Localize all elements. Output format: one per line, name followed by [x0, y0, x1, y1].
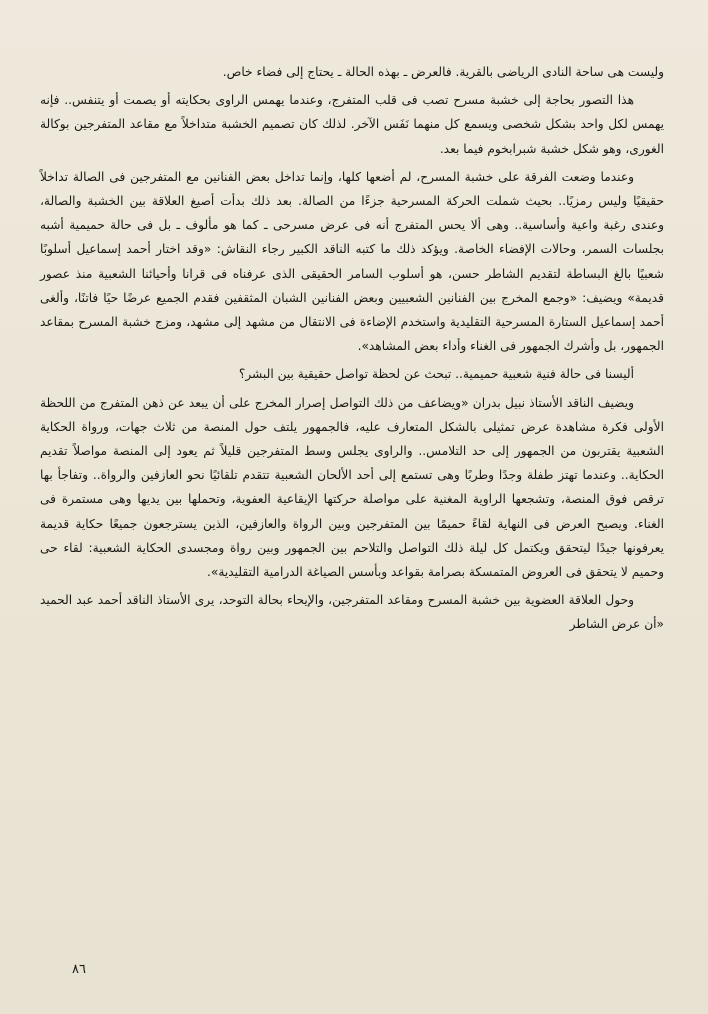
- page-number: ٨٦: [72, 962, 86, 977]
- body-text: [40, 60, 664, 641]
- paragraph: أليسنا فى حالة فنية شعبية حميمية.. تبحث عن لحظة تواصل حقيقية بين البشر؟: [238, 367, 634, 382]
- paragraph: وليست هى ساحة النادى الرياضى بالقرية. فالعرض ـ بهذه الحالة ـ يحتاج إلى فضاء خاص.: [222, 65, 664, 79]
- paragraph: ويضيف الناقد الأستاذ نبيل بدران «ويضاعف من ذلك التواصل إصرار المخرج على أن يبعد عن ذهن المتفرج من اللحظة الأولى فكرة مشاهدة عرض تمثيلى بالشكل المتعارف عليه، فالجمهور يلتف حول المنصة من ثلاث جهات، ورواة الحكاية الشعبية يقتربون من الجمهور إلى حد التلامس.. والراوى يجلس وسط المتفرجين قليلاً ثم يعود إلى المنصة مواصلاً تقديم الحكاية.. وعندما تهتز طفلة وجدًا وطربًا وهى تستمع إلى أحد الألحان الشعبية تتقدم تلقائيًا نحو العازفين والرواة.. وتفاجأ بها ترقص فوق المنصة، وتشجعها الراوية المغنية على مواصلة حركتها الإيقاعية العفوية، وتحملها بين يديها وهى مستمرة فى الغناء. ويصبح العرض فى النهاية لقاءً حميمًا بين المتفرجين وبين الرواة والعازفين، الذين يسترجعون جميعًا حكاية قديمة يعرفونها جيدًا ليتحقق ويكتمل كل ليلة ذلك التواصل والتلاحم بين الجمهور وبين رواة ومجسدى الحكاية الشعبية: لقاء حى وحميم لا يتحقق فى العروض المتمسكة بصرامة بقواعد وبأسس الصياغة الدرامية التقليدية».: [40, 395, 664, 580]
- paragraph: وعندما وضعت الفرقة على خشبة المسرح، لم أضعها كلها، وإنما تداخل بعض الفنانين مع المتفرجين فى الصالة تداخلاً حقيقيًا وليس رمزيًا.. بحيث شملت الحركة المسرحية جزءًا من الصالة. بعد ذلك بدأت أصيغ العلاقة بين الخشبة والصالة، وعندى رغبة واعية وأساسية.. وهى ألا يحس المتفرج أنه فى عرض مسرحى ـ كما هو مألوف ـ بل فى حالة حميمية أشبه بجلسات السمر، وحالات الإفضاء الخاصة. ويؤكد ذلك ما كتبه الناقد الكبير رجاء النقاش: «وقد اختار أحمد إسماعيل أسلوبًا شعبيًا بالغ البساطة لتقديم الشاطر حسن، هو أسلوب السامر الحقيقى الذى عرفناه فى قرانا وأحيائنا الشعبية منذ عصور قديمة» ويضيف: «وجمع المخرج بين الفنانين الشعبيين وبعض الفنانين الشبان المثقفين فقدم الجميع عرضًا حيًا فاتنًا، وألغى أحمد إسماعيل الستارة المسرحية التقليدية واستخدم الإضاءة فى الانتقال من مشهد إلى مشهد، ومزج خشبة المسرح بمقاعد الجمهور، بل وأشرك الجمهور فى الغناء وأداء بعض المشاهد».: [40, 169, 664, 354]
- paragraph: هذا التصور بحاجة إلى خشبة مسرح تصب فى قلب المتفرج، وعندما يهمس الراوى بحكايته أو يصمت أو يتنفس.. فإنه يهمس لكل واحد بشكل شخصى ويسمع كل منهما نَفَس الآخر. لذلك كان تصميم الخشبة متداخلاً مع مقاعد المتفرجين بوكالة الغورى، وهو شكل خشبة شبرابخوم فيما بعد.: [40, 93, 664, 156]
- paragraph: وحول العلاقة العضوية بين خشبة المسرح ومقاعد المتفرجين، والإيحاء بحالة التوحد، يرى الأستاذ الناقد أحمد عبد الحميد «أن عرض الشاطر: [40, 593, 664, 632]
